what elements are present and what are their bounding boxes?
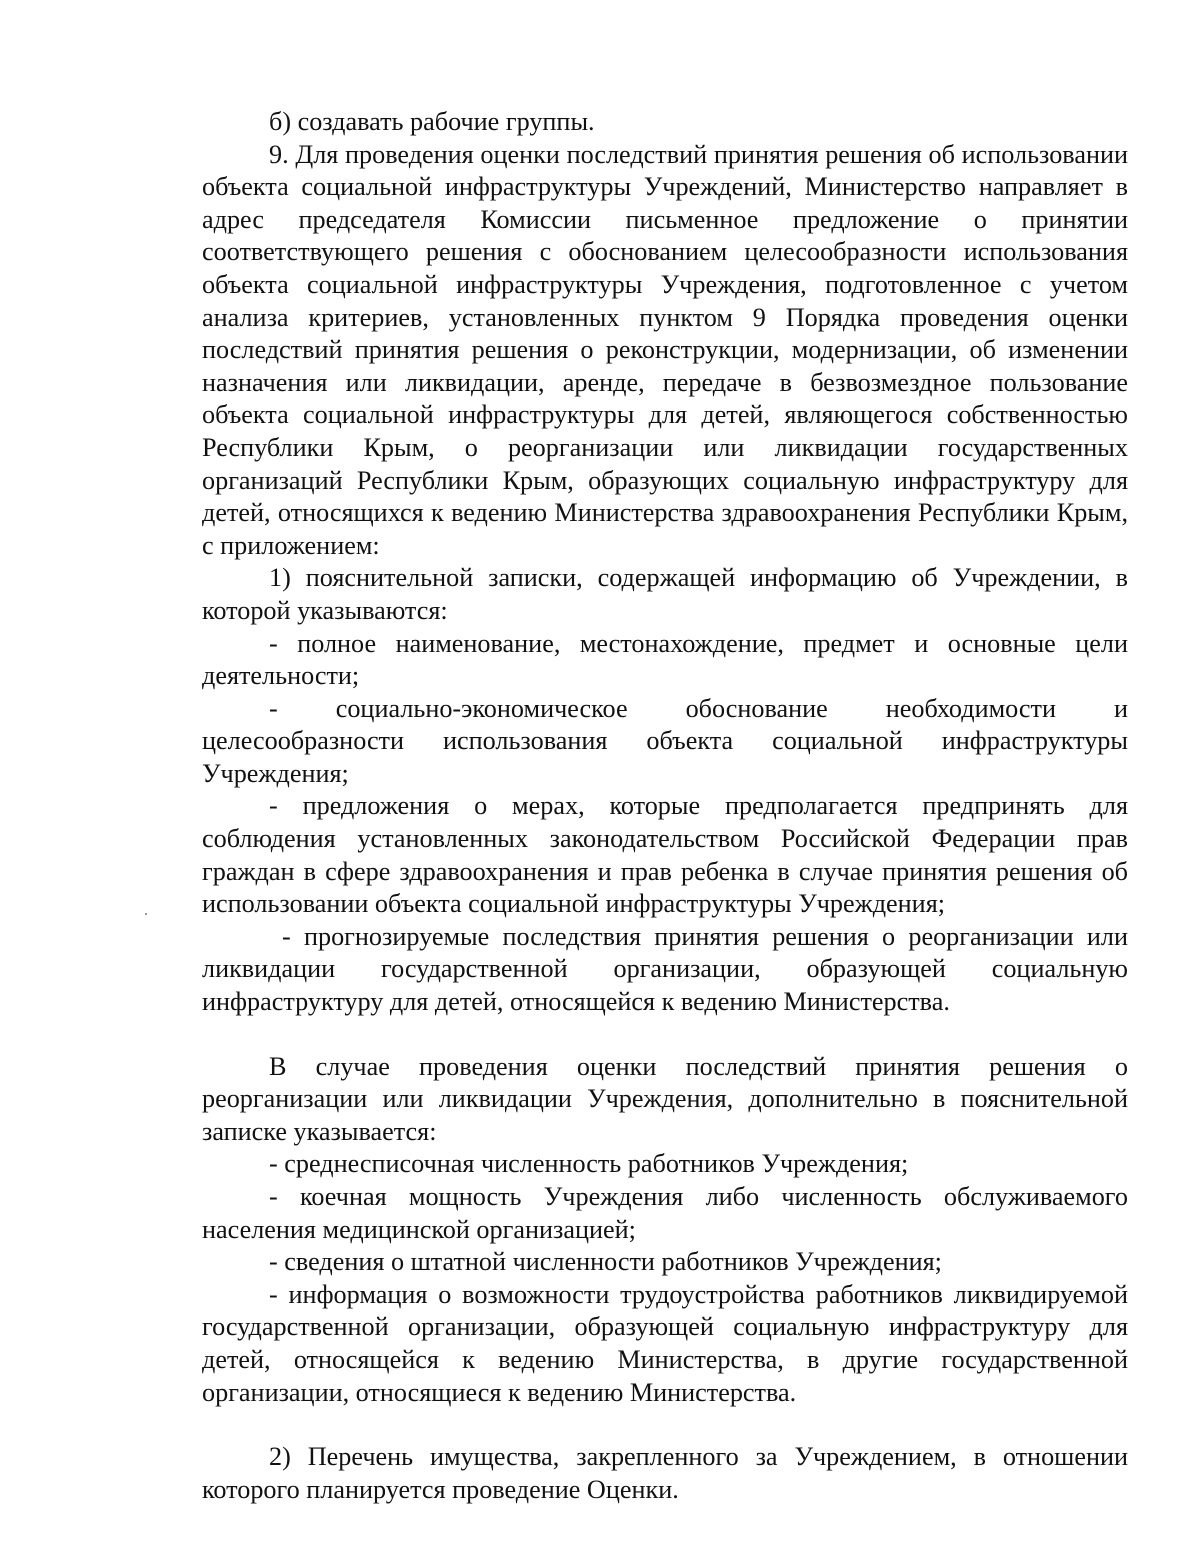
- list-item-average-headcount: - среднесписочная численность работников Учреждения;: [269, 1149, 909, 1179]
- paragraph-spacer: [202, 1019, 1128, 1051]
- list-item-full-name: - полное наименование, местонахождение, предмет и основные цели деятельности;: [202, 628, 1128, 691]
- scan-speck: [145, 913, 147, 915]
- list-item-bed-capacity: - коечная мощность Учреждения либо численность обслуживаемого населения медицинской организацией;: [202, 1182, 1128, 1244]
- list-item-employment-information: - информация о возможности трудоустройства работников ликвидируемой государственной организации, образующей социальную инфраструктуру для детей, относящейся к ведению Министерства, в другие государственной организации, относящиеся к ведению Министерства.: [202, 1279, 1128, 1407]
- paragraph-subitem-1-explanatory-note: 1) пояснительной записки, содержащей информацию об Учреждении, в которой указываются:: [202, 563, 1128, 625]
- document-body: [202, 106, 1128, 1506]
- paragraph-spacer: [202, 1409, 1128, 1441]
- paragraph-item-9: 9. Для проведения оценки последствий принятия решения об использовании объекта социальной инфраструктуры Учреждений, Министерство направляет в адрес председателя Комиссии письменное предложение о принятии соответствующего решения с обоснованием целесообразности использования объекта социальной инфраструктуры Учреждения, подготовленное с учетом анализа критериев, установленных пунктом 9 Порядка проведения оценки последствий принятия решения о реконструкции, модернизации, об изменении назначения или ликвидации, аренде, передаче в безвозмездное пользование объекта социальной инфраструктуры для детей, являющегося собственностью Республики Крым, о реорганизации или ликвидации государственных организаций Республики Крым, образующих социальную инфраструктуру для детей, относящихся к ведению Министерства здравоохранения Республики Крым, с приложением:: [202, 139, 1128, 560]
- paragraph-reorganization-case: В случае проведения оценки последствий принятия решения о реорганизации или ликвидации Учреждения, дополнительно в пояснительной записке указывается:: [202, 1051, 1128, 1146]
- list-item-staff-numbers: - сведения о штатной численности работников Учреждения;: [269, 1247, 942, 1277]
- list-item-socio-economic-justification: - социально-экономическое обоснование необходимости и целесообразности использования объекта социальной инфраструктуры Учреждения;: [202, 693, 1128, 788]
- paragraph-create-working-groups: б) создавать рабочие группы.: [269, 107, 595, 136]
- paragraph-subitem-2-property-list: 2) Перечень имущества, закрепленного за Учреждением, в отношении которого планируется проведение Оценки.: [202, 1442, 1128, 1504]
- list-item-proposed-measures: - предложения о мерах, которые предполагается предпринять для соблюдения установленных законодательством Российской Федерации прав граждан в сфере здравоохранения и прав ребенка в случае принятия решения об использовании объекта социальной инфраструктуры Учреждения;: [202, 791, 1128, 919]
- list-item-forecasted-consequences: - прогнозируемые последствия принятия решения о реорганизации или ликвидации государственной организации, образующей социальную инфраструктуру для детей, относящейся к ведению Министерства.: [202, 921, 1128, 1017]
